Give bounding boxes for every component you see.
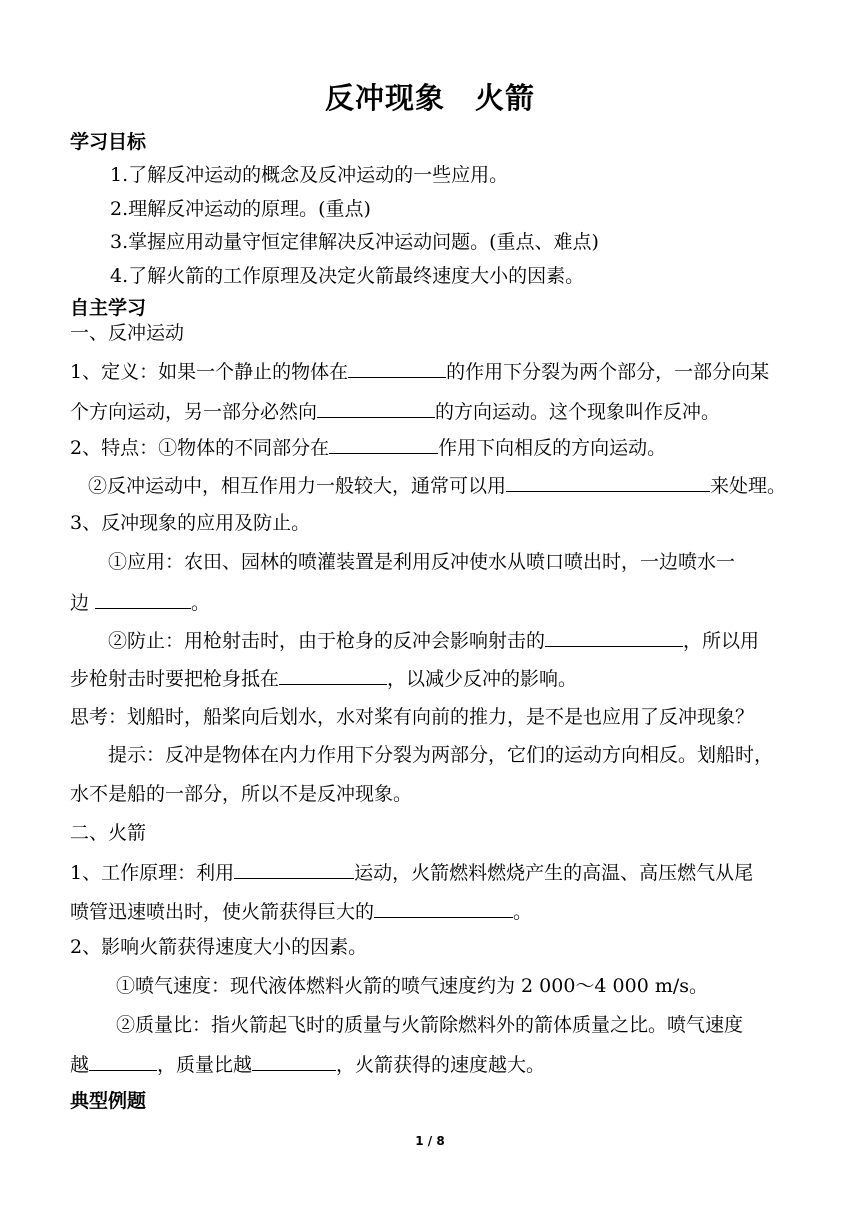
factor-heading: 2、影响火箭获得速度大小的因素。	[70, 936, 368, 958]
feature-line-1	[70, 434, 666, 460]
fill-blank	[89, 1051, 157, 1071]
text-fragment: 越	[70, 1054, 90, 1076]
objective-item-3: 3.掌握应用动量守恒定律解决反冲运动问题。(重点、难点)	[110, 231, 599, 253]
text-fragment: 步枪射击时要把枪身抵在	[70, 668, 280, 690]
section-heading-rocket: 二、火箭	[70, 822, 147, 844]
text-fragment: 2、特点：①物体的不同部分在	[70, 437, 330, 459]
examples-heading: 典型例题	[70, 1090, 147, 1112]
text-fragment: ，火箭获得的速度越大。	[336, 1054, 546, 1076]
fill-blank	[329, 434, 438, 454]
definition-line-1	[70, 358, 769, 384]
feature-line-2	[88, 472, 786, 498]
fill-blank	[374, 898, 513, 918]
hint-line-2: 水不是船的一部分，所以不是反冲现象。	[70, 783, 413, 805]
text-fragment: 作用下向相反的方向运动。	[438, 437, 667, 459]
objectives-heading: 学习目标	[70, 131, 147, 153]
factor-line-3	[70, 1051, 545, 1077]
objective-item-2: 2.理解反冲运动的原理。(重点)	[110, 198, 371, 220]
text-fragment: ②防止：用枪射击时，由于枪身的反冲会影响射击的	[108, 630, 546, 652]
application-line-2	[70, 589, 210, 615]
fill-blank	[348, 358, 446, 378]
think-question: 思考：划船时，船桨向后划水，水对桨有向前的推力，是不是也应用了反冲现象？	[70, 706, 755, 728]
fill-blank	[506, 472, 710, 492]
application-line-1: ①应用：农田、园林的喷灌装置是利用反冲使水从喷口喷出时，一边喷水一	[108, 551, 736, 573]
fill-blank	[545, 627, 683, 647]
objective-item-4: 4.了解火箭的工作原理及决定火箭最终速度大小的因素。	[110, 265, 585, 287]
fill-blank	[95, 589, 191, 609]
objective-item-1: 1.了解反冲运动的概念及反冲运动的一些应用。	[110, 164, 509, 186]
text-fragment: 个方向运动，另一部分必然向	[70, 401, 318, 423]
text-fragment: ，所以用	[683, 630, 760, 652]
text-fragment: ，以减少反冲的影响。	[387, 668, 578, 690]
text-fragment: 。	[191, 592, 211, 614]
factor-line-2: ②质量比：指火箭起飞时的质量与火箭除燃料外的箭体质量之比。喷气速度	[116, 1014, 744, 1036]
text-fragment: 1、定义：如果一个静止的物体在	[70, 361, 349, 383]
page-number: 1 / 8	[415, 1134, 445, 1148]
text-fragment: 边	[70, 592, 96, 614]
text-fragment: 的作用下分裂为两个部分，一部分向某	[446, 361, 770, 383]
text-fragment: ②反冲运动中，相互作用力一般较大，通常可以用	[88, 475, 507, 497]
application-heading: 3、反冲现象的应用及防止。	[70, 512, 311, 534]
principle-line-2	[70, 898, 532, 924]
fill-blank	[317, 398, 435, 418]
prevention-line-2	[70, 665, 577, 691]
section-heading-recoil: 一、反冲运动	[70, 322, 185, 344]
factor-line-1: ①喷气速度：现代液体燃料火箭的喷气速度约为 2 000～4 000 m/s。	[116, 975, 709, 997]
fill-blank	[252, 1051, 336, 1071]
self-study-heading: 自主学习	[70, 297, 147, 319]
fill-blank	[234, 859, 354, 879]
text-fragment: 运动，火箭燃料燃烧产生的高温、高压燃气从尾	[354, 862, 754, 884]
definition-line-2	[70, 398, 720, 424]
text-fragment: 。	[513, 901, 533, 923]
fill-blank	[279, 665, 387, 685]
text-fragment: 1、工作原理：利用	[70, 862, 235, 884]
text-fragment: ，质量比越	[157, 1054, 253, 1076]
hint-line-1: 提示：反冲是物体在内力作用下分裂为两部分，它们的运动方向相反。划船时，	[108, 744, 774, 766]
page-title: 反冲现象 火箭	[324, 81, 535, 115]
text-fragment: 来处理。	[710, 475, 787, 497]
text-fragment: 喷管迅速喷出时，使火箭获得巨大的	[70, 901, 375, 923]
prevention-line-1	[108, 627, 759, 653]
principle-line-1	[70, 859, 753, 885]
text-fragment: 的方向运动。这个现象叫作反冲。	[435, 401, 721, 423]
